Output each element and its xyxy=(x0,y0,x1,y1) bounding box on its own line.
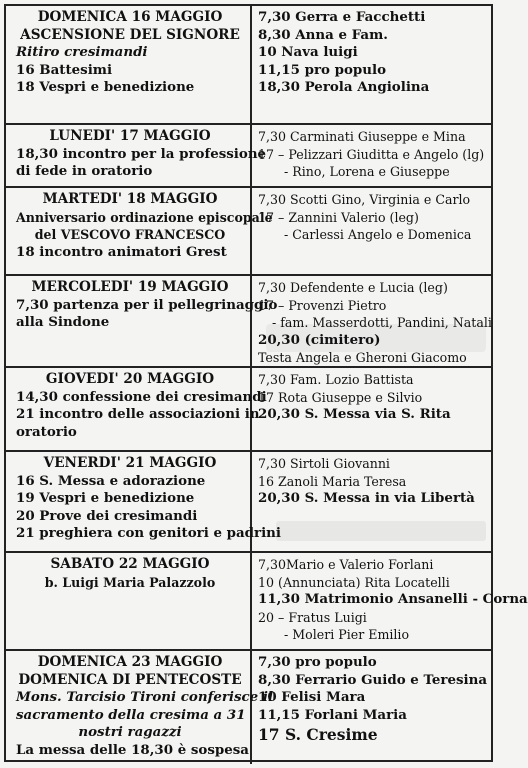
day-title: DOMENICA 16 MAGGIO xyxy=(37,9,223,25)
intention-line: Testa Angela e Gheroni Giacomo xyxy=(258,350,467,365)
day-events-cell xyxy=(6,368,267,450)
intention-line: - fam. Masserdotti, Pandini, Natali xyxy=(272,315,492,330)
event-line: 18 Vespri e benedizione xyxy=(16,79,195,95)
event-line: 20 Prove dei cresimandi xyxy=(16,507,198,524)
event-line: 14,30 confessione dei cresimandi xyxy=(16,388,267,405)
intention-line: 7,30 Fam. Lozio Battista xyxy=(258,372,414,387)
schedule-day-row xyxy=(6,123,491,186)
event-line: 19 Vespri e benedizione xyxy=(16,490,195,506)
intention-line: 18,30 Perola Angiolina xyxy=(258,79,430,95)
day-events-cell xyxy=(6,651,274,764)
event-line: nostri ragazzi xyxy=(78,724,182,740)
day-events-cell xyxy=(6,125,267,186)
mass-intentions-cell xyxy=(252,188,491,274)
intention-line: 7,30 Defendente e Lucia (leg) xyxy=(258,280,448,295)
mass-intentions-cell xyxy=(252,6,491,123)
intention-line: 17 – Zannini Valerio (leg) xyxy=(258,209,419,225)
day-events-cell xyxy=(6,6,252,123)
schedule-day-row xyxy=(6,450,491,551)
event-line: Mons. Tarcisio Tironi conferisce il xyxy=(16,689,274,705)
intention-line: 7,30 Scotti Gino, Virginia e Carlo xyxy=(258,192,471,207)
schedule-day-row xyxy=(6,186,491,274)
day-title: VENERDI' 21 MAGGIO xyxy=(43,455,217,471)
intention-line: 7,30 pro populo xyxy=(258,654,377,670)
event-line: 7,30 partenza per il pellegrinaggio xyxy=(16,296,278,313)
day-title: MERCOLEDI' 19 MAGGIO xyxy=(31,279,229,295)
event-line: Ritiro cresimandi xyxy=(16,44,148,60)
day-title: DOMENICA 23 MAGGIO xyxy=(37,654,223,670)
day-title: LUNEDI' 17 MAGGIO xyxy=(49,128,211,144)
event-line: di fede in oratorio xyxy=(16,163,153,179)
schedule-day-row xyxy=(6,649,491,764)
event-line: oratorio xyxy=(16,423,77,440)
day-events-cell xyxy=(6,553,252,649)
intention-line: - Carlessi Angelo e Domenica xyxy=(284,227,472,242)
intention-line: - Rino, Lorena e Giuseppe xyxy=(284,164,450,179)
intention-line: 16 Zanoli Maria Teresa xyxy=(258,473,407,489)
intention-line: 17 Rota Giuseppe e Silvio xyxy=(258,389,423,405)
event-line: ASCENSIONE DEL SIGNORE xyxy=(20,26,240,43)
intention-line: 20 – Fratus Luigi xyxy=(258,609,367,625)
schedule-day-row xyxy=(6,6,491,123)
event-line: 18 incontro animatori Grest xyxy=(16,243,227,260)
event-line: 21 preghiera con genitori e padrini xyxy=(16,525,281,541)
event-line: Anniversario ordinazione episcopale xyxy=(16,209,273,225)
day-events-cell xyxy=(6,188,273,274)
intention-line: 8,30 Anna e Fam. xyxy=(258,26,388,43)
mass-intentions-cell xyxy=(252,368,491,450)
intention-line: 11,30 Matrimonio Ansanelli - Corna xyxy=(258,591,528,607)
intention-line: 7,30 Gerra e Facchetti xyxy=(258,9,426,25)
mass-intentions-cell xyxy=(252,651,491,764)
schedule-day-row xyxy=(6,274,491,366)
mass-intentions-cell xyxy=(252,276,491,366)
event-line: DOMENICA DI PENTECOSTE xyxy=(18,671,242,688)
intention-line: 11,15 Forlani Maria xyxy=(258,706,407,723)
day-events-cell xyxy=(6,276,278,366)
day-events-cell xyxy=(6,452,281,551)
intention-line: 20,30 S. Messa in via Libertà xyxy=(258,490,475,506)
mass-intentions-cell xyxy=(252,125,491,186)
weekly-schedule-table xyxy=(4,4,528,762)
schedule-day-row xyxy=(6,551,528,649)
event-line: sacramento della cresima a 31 xyxy=(16,706,246,723)
event-line: 21 incontro delle associazioni in xyxy=(16,406,260,422)
intention-line: 8,30 Ferrario Guido e Teresina xyxy=(258,671,488,688)
event-line: 16 S. Messa e adorazione xyxy=(16,472,206,489)
mass-intentions-cell xyxy=(252,452,491,551)
day-title: MARTEDI' 18 MAGGIO xyxy=(42,191,218,207)
intention-line: 7,30Mario e Valerio Forlani xyxy=(258,557,434,572)
intention-line: 10 Nava luigi xyxy=(258,44,358,60)
intention-line: 7,30 Carminati Giuseppe e Mina xyxy=(258,129,466,144)
intention-line: 10 (Annunciata) Rita Locatelli xyxy=(258,574,450,590)
intention-line: 17 – Pelizzari Giuditta e Angelo (lg) xyxy=(258,146,485,162)
intention-line: 20,30 S. Messa via S. Rita xyxy=(258,406,451,422)
event-line: alla Sindone xyxy=(16,314,110,330)
intention-line: 17 – Provenzi Pietro xyxy=(258,297,387,313)
intention-line: 20,30 (cimitero) xyxy=(258,331,381,348)
event-line: del VESCOVO FRANCESCO xyxy=(34,227,226,242)
day-title: GIOVEDI' 20 MAGGIO xyxy=(45,371,215,387)
event-line: 16 Battesimi xyxy=(16,61,113,78)
intention-line: 11,15 pro populo xyxy=(258,61,387,78)
day-title: SABATO 22 MAGGIO xyxy=(50,556,210,572)
intention-line: 10 Felisi Mara xyxy=(258,689,366,705)
event-line: 18,30 incontro per la professione xyxy=(16,145,267,162)
intention-line: 7,30 Sirtoli Giovanni xyxy=(258,456,390,471)
event-line: La messa delle 18,30 è sospesa xyxy=(16,741,249,758)
event-line: b. Luigi Maria Palazzolo xyxy=(44,574,216,590)
intention-line: 17 S. Cresime xyxy=(258,725,378,744)
intention-line: - Moleri Pier Emilio xyxy=(284,627,410,642)
schedule-day-row xyxy=(6,366,491,450)
mass-intentions-cell xyxy=(252,553,528,649)
